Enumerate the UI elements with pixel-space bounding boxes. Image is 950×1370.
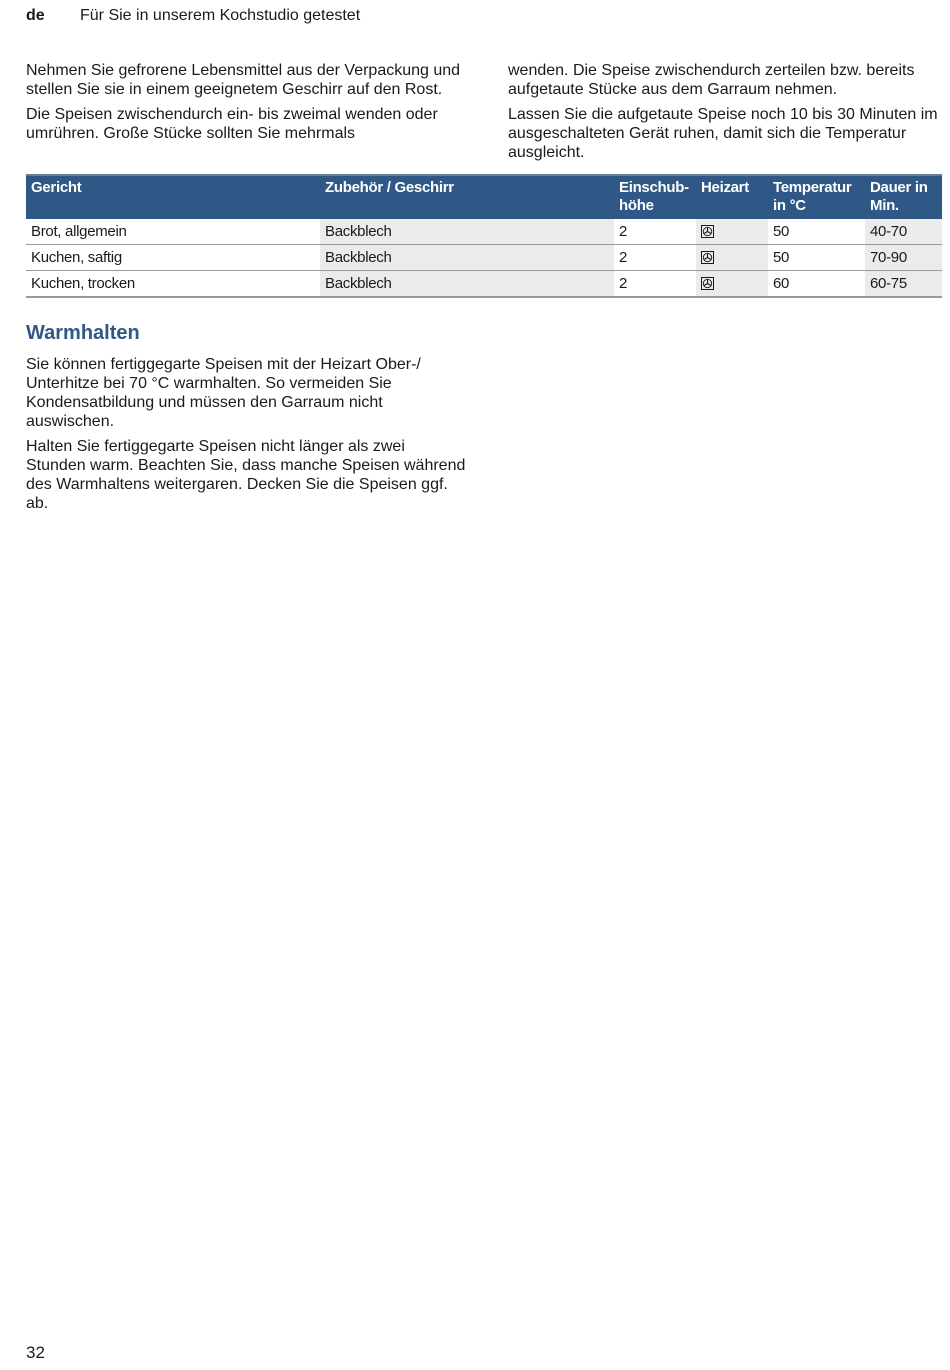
column-header-duration: Dauer in Min.	[865, 175, 942, 219]
defrost-table	[26, 174, 942, 298]
column-header-accessory: Zubehör / Geschirr	[320, 175, 614, 219]
page-number: 32	[26, 1343, 45, 1362]
table-row	[26, 219, 942, 245]
column-header-heating-mode: Heizart	[696, 175, 768, 219]
fan-heating-icon	[701, 277, 714, 290]
cell-duration: 60-75	[865, 271, 942, 298]
intro-paragraph: wenden. Die Speise zwischendurch zerteilen bzw. bereits aufgetaute Stücke aus dem Garraum nehmen.	[508, 62, 915, 98]
column-header-level: Einschub-höhe	[614, 175, 696, 219]
fan-heating-icon	[701, 225, 714, 238]
cell-accessory: Backblech	[320, 271, 614, 298]
cell-level: 2	[614, 271, 696, 298]
cell-duration: 40-70	[865, 219, 942, 245]
intro-paragraph: Nehmen Sie gefrorene Lebensmittel aus der Verpackung und stellen Sie sie in einem geeignetem Geschirr auf den Rost.	[26, 62, 461, 98]
intro-right-column	[508, 61, 948, 168]
cell-dish: Kuchen, saftig	[26, 245, 320, 271]
cell-dish: Kuchen, trocken	[26, 271, 320, 298]
language-code: de	[26, 7, 45, 24]
intro-left-column	[26, 61, 466, 149]
column-header-dish: Gericht	[26, 175, 320, 219]
page-header-title: Für Sie in unserem Kochstudio getestet	[80, 7, 361, 24]
cell-level: 2	[614, 245, 696, 271]
cell-temperature: 60	[768, 271, 865, 298]
cell-heating-mode	[696, 245, 768, 271]
cell-temperature: 50	[768, 245, 865, 271]
fan-heating-icon	[701, 251, 714, 264]
body-paragraph: Sie können fertiggegarte Speisen mit der Heizart Ober-/ Unterhitze bei 70 °C warmhalten. So vermeiden Sie Kondensatbildung und müssen den Garraum nicht auswischen.	[26, 356, 421, 430]
table-row	[26, 271, 942, 298]
cell-heating-mode	[696, 219, 768, 245]
intro-paragraph: Die Speisen zwischendurch ein- bis zweimal wenden oder umrühren. Große Stücke sollten Sie mehrmals	[26, 106, 438, 142]
column-header-temperature: Temperatur in °C	[768, 175, 865, 219]
cell-accessory: Backblech	[320, 245, 614, 271]
cell-duration: 70-90	[865, 245, 942, 271]
page-header	[26, 7, 950, 29]
table-row	[26, 245, 942, 271]
intro-paragraph: Lassen Sie die aufgetaute Speise noch 10 bis 30 Minuten im ausgeschalteten Gerät ruhen, damit sich die Temperatur ausgleicht.	[508, 106, 938, 161]
cell-temperature: 50	[768, 219, 865, 245]
cell-accessory: Backblech	[320, 219, 614, 245]
table-header-row	[26, 175, 942, 219]
section-heading-warmhalten: Warmhalten	[26, 322, 140, 344]
cell-level: 2	[614, 219, 696, 245]
body-paragraph: Halten Sie fertiggegarte Speisen nicht länger als zwei Stunden warm. Beachten Sie, dass manche Speisen während des Warmhaltens weitergaren. Decken Sie die Speisen ggf. ab.	[26, 438, 466, 512]
cell-heating-mode	[696, 271, 768, 298]
warmhalten-body	[26, 355, 466, 519]
cell-dish: Brot, allgemein	[26, 219, 320, 245]
